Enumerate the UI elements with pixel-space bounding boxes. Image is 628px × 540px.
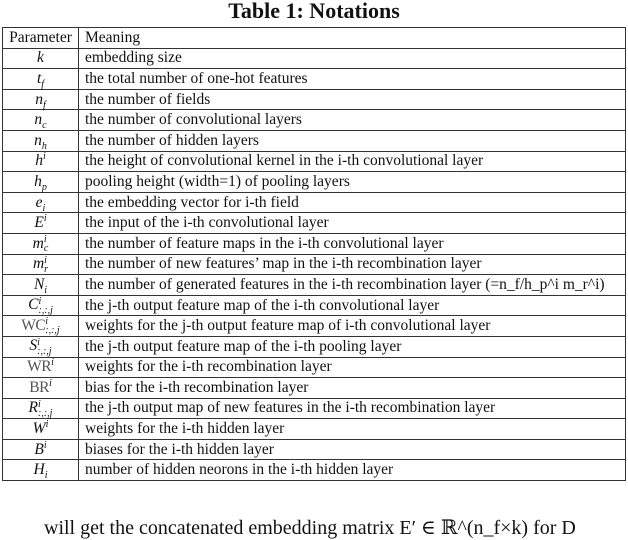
parameter-cell [3, 254, 79, 275]
table-row [3, 130, 626, 151]
meaning-cell: the number of feature maps in the i-th convolutional layer [79, 233, 626, 254]
meaning-cell: the height of convolutional kernel in the i-th convolutional layer [79, 151, 626, 172]
parameter-cell [3, 398, 79, 419]
symbol-base: h [34, 172, 42, 190]
symbol-superscript: i [43, 233, 47, 245]
symbol-base: e [35, 193, 43, 211]
symbol-superscript: i [37, 336, 40, 348]
symbol-scripts [37, 338, 51, 356]
table-row [3, 419, 626, 440]
symbol-subscript: :,:,j [37, 345, 52, 357]
symbol-base: k [37, 49, 44, 67]
symbol-subscript: f [41, 79, 45, 91]
table-row [3, 398, 626, 419]
symbol-subscript: p [41, 182, 47, 194]
symbol-base: WC [21, 316, 46, 334]
symbol-subscript: h [41, 140, 47, 152]
table-row [3, 460, 626, 481]
meaning-cell: weights for the i-th recombination layer [79, 357, 626, 378]
symbol-scripts [38, 400, 52, 418]
symbol-subscript: c [42, 120, 47, 132]
table-row [3, 89, 626, 110]
parameter-cell [3, 130, 79, 151]
symbol-superscript: i [43, 212, 47, 224]
table-row [3, 48, 626, 69]
body-text-line: will get the concatenated embedding matrix E′ ∈ ℝ^(n_f×k) for D [44, 517, 576, 539]
header-meaning: Meaning [79, 28, 626, 49]
table-row [3, 69, 626, 90]
header-parameter: Parameter [3, 28, 79, 49]
meaning-cell: biases for the i-th hidden layer [79, 439, 626, 460]
symbol-superscript: i [45, 418, 49, 430]
meaning-cell: the input of the i-th convolutional layer [79, 213, 626, 234]
meaning-cell: the number of fields [79, 89, 626, 110]
meaning-cell: the j-th output feature map of the i-th convolutional layer [79, 295, 626, 316]
table-row [3, 316, 626, 337]
symbol-superscript: i [38, 295, 42, 307]
meaning-cell: the number of hidden layers [79, 130, 626, 151]
symbol-subscript: i [44, 470, 48, 482]
symbol-base: C [28, 296, 39, 314]
symbol-subscript: i [42, 202, 46, 214]
symbol-subscript: :,:,j [38, 407, 53, 419]
symbol-superscript: i [43, 439, 47, 451]
meaning-cell: embedding size [79, 48, 626, 69]
table-row [3, 213, 626, 234]
symbol-base: n [35, 90, 43, 108]
parameter-cell [3, 275, 79, 296]
meaning-cell: the embedding vector for i-th field [79, 192, 626, 213]
table-row [3, 233, 626, 254]
symbol-base: n [34, 111, 43, 129]
table-row [3, 151, 626, 172]
table-row [3, 275, 626, 296]
parameter-cell [3, 378, 79, 399]
symbol-base: m [32, 255, 45, 273]
symbol-base: H [33, 461, 45, 479]
parameter-cell [3, 89, 79, 110]
symbol-base: t [36, 69, 42, 87]
parameter-cell [3, 69, 79, 90]
parameter-cell [3, 419, 79, 440]
symbol-base: E [34, 214, 44, 232]
symbol-scripts [38, 297, 52, 315]
symbol-superscript: i [45, 316, 49, 328]
table-row [3, 192, 626, 213]
symbol-base: B [34, 440, 44, 458]
meaning-cell: bias for the i-th recombination layer [79, 378, 626, 399]
meaning-cell: weights for the i-th hidden layer [79, 419, 626, 440]
table-row [3, 439, 626, 460]
meaning-cell: the total number of one-hot features [79, 69, 626, 90]
symbol-base: W [32, 420, 46, 438]
parameter-cell [3, 110, 79, 131]
parameter-cell [3, 316, 79, 337]
symbol-superscript: i [42, 151, 46, 163]
meaning-cell: weights for the j-th output feature map of i-th convolutional layer [79, 316, 626, 337]
table-title: Table 1: Notations [228, 0, 400, 23]
parameter-cell [3, 357, 79, 378]
parameter-cell [3, 213, 79, 234]
parameter-cell [3, 233, 79, 254]
symbol-base: m [32, 234, 44, 252]
table-row [3, 378, 626, 399]
parameter-cell [3, 48, 79, 69]
symbol-scripts [44, 235, 48, 253]
meaning-cell: the number of generated features in the i-th recombination layer (=n_f/h_p^i m_r^i) [79, 275, 626, 296]
table-header-row [3, 28, 626, 49]
table-row [3, 254, 626, 275]
symbol-base: BR [29, 378, 49, 396]
meaning-cell: the number of convolutional layers [79, 110, 626, 131]
parameter-cell [3, 151, 79, 172]
symbol-base: R [28, 399, 38, 417]
symbol-subscript: f [42, 99, 46, 111]
symbol-subscript: r [44, 263, 49, 275]
parameter-cell [3, 172, 79, 193]
parameter-cell [3, 336, 79, 357]
symbol-superscript: i [48, 377, 52, 389]
symbol-subscript: c [43, 242, 49, 254]
notations-table [2, 27, 626, 481]
symbol-base: h [35, 152, 43, 170]
symbol-base: S [29, 337, 38, 355]
meaning-cell: pooling height (width=1) of pooling layers [79, 172, 626, 193]
symbol-base: n [34, 131, 42, 149]
symbol-subscript: :,:,j [38, 304, 53, 316]
table-row [3, 357, 626, 378]
meaning-cell: the j-th output map of new features in the i-th recombination layer [79, 398, 626, 419]
parameter-cell [3, 192, 79, 213]
parameter-cell [3, 460, 79, 481]
symbol-base: WR [27, 358, 52, 376]
symbol-superscript: i [44, 254, 47, 266]
meaning-cell: the j-th output feature map of the i-th pooling layer [79, 336, 626, 357]
meaning-cell: number of hidden neorons in the i-th hidden layer [79, 460, 626, 481]
parameter-cell [3, 439, 79, 460]
table-row [3, 110, 626, 131]
symbol-superscript: i [51, 357, 54, 369]
symbol-base: N [33, 275, 45, 293]
parameter-cell [3, 295, 79, 316]
symbol-scripts [44, 256, 48, 274]
symbol-superscript: i [38, 398, 41, 410]
symbol-subscript: :,:,j [45, 325, 60, 337]
meaning-cell: the number of new features’ map in the i-th recombination layer [79, 254, 626, 275]
table-row [3, 336, 626, 357]
table-row [3, 172, 626, 193]
symbol-subscript: i [44, 285, 48, 297]
table-row [3, 295, 626, 316]
symbol-scripts [45, 317, 59, 335]
